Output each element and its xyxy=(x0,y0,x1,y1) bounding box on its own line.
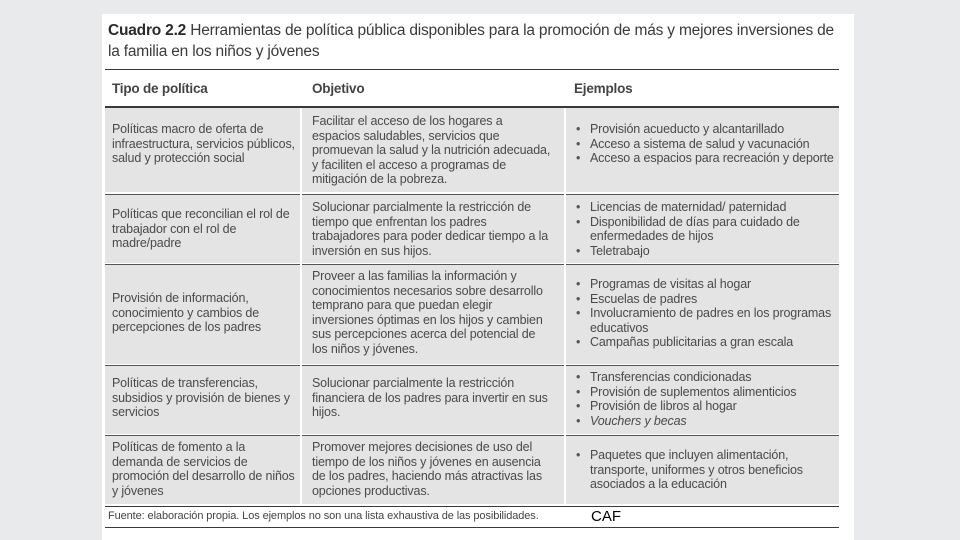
list-item: • Acceso a sistema de salud y vacunación xyxy=(574,137,836,152)
row-1-ejemplos xyxy=(574,122,836,166)
list-item: • Campañas publicitarias a gran escala xyxy=(574,335,836,350)
row-1-tipo: Políticas macro de oferta de infraestructura, servicios públicos, salud y protección social xyxy=(112,122,295,165)
list-item: • Provisión de suplementos alimenticios xyxy=(574,385,836,400)
row-2-ejemplos xyxy=(574,200,836,258)
table-title-text: Herramientas de política pública disponibles para la promoción de más y mejores inversiones de la familia en los niños y jóvenes xyxy=(108,22,834,60)
row-3-objetivo: Proveer a las familias la información y conocimientos necesarios sobre desarrollo temprano para que puedan elegir inversiones óptimas en los hijos y cambien sus percepciones acerca del potencial de los niños y jóvenes. xyxy=(312,269,543,356)
table-title xyxy=(108,20,844,62)
row-4-ejemplos xyxy=(574,370,836,428)
table-number: Cuadro 2.2 xyxy=(108,22,187,39)
row-4-tipo: Políticas de transferencias, subsidios y provisión de bienes y servicios xyxy=(112,376,290,419)
column-gutter xyxy=(300,108,302,504)
list-item: • Paquetes que incluyen alimentación, transporte, uniformes y otros beneficios asociados a la educación xyxy=(574,448,836,492)
list-item: • Escuelas de padres xyxy=(574,292,836,307)
bottom-rule xyxy=(105,506,839,507)
list-item: • Licencias de maternidad/ paternidad xyxy=(574,200,836,215)
top-rule xyxy=(105,69,839,70)
source-note: Fuente: elaboración propia. Los ejemplos no son una lista exhaustiva de las posibilidades. xyxy=(108,510,539,522)
header-objetivo: Objetivo xyxy=(312,81,365,96)
list-item: • Vouchers y becas xyxy=(574,414,836,429)
footer-rule xyxy=(105,527,839,528)
row-5-ejemplos xyxy=(574,448,836,492)
list-item: • Provisión de libros al hogar xyxy=(574,399,836,414)
list-item: • Programas de visitas al hogar xyxy=(574,277,836,292)
list-item: • Involucramiento de padres en los programas educativos xyxy=(574,306,836,335)
caf-label: CAF xyxy=(591,508,621,525)
column-gutter xyxy=(564,108,566,504)
row-1-objetivo: Facilitar el acceso de los hogares a espacios saludables, servicios que promuevan la salud y la nutrición adecuada, y faciliten el acceso a programas de mitigación de la pobreza. xyxy=(312,114,551,186)
list-item: • Acceso a espacios para recreación y deporte xyxy=(574,151,836,166)
table-document xyxy=(102,14,854,540)
list-item: • Provisión acueducto y alcantarillado xyxy=(574,122,836,137)
list-item: • Transferencias condicionadas xyxy=(574,370,836,385)
header-tipo: Tipo de política xyxy=(112,81,208,96)
row-2-tipo: Políticas que reconcilian el rol de trabajador con el rol de madre/padre xyxy=(112,207,290,250)
list-item: • Teletrabajo xyxy=(574,244,836,259)
row-3-ejemplos xyxy=(574,277,836,350)
row-4-objetivo: Solucionar parcialmente la restricción financiera de los padres para invertir en sus hijos. xyxy=(312,376,548,419)
row-3-tipo: Provisión de información, conocimiento y cambios de percepciones de los padres xyxy=(112,291,261,334)
header-ejemplos: Ejemplos xyxy=(574,81,633,96)
row-2-objetivo: Solucionar parcialmente la restricción de tiempo que enfrentan los padres trabajadores para poder dedicar tiempo a la inversión en sus hijos. xyxy=(312,200,549,258)
list-item: • Disponibilidad de días para cuidado de enfermedades de hijos xyxy=(574,215,836,244)
row-5-objetivo: Promover mejores decisiones de uso del tiempo de los niños y jóvenes en ausencia de los padres, haciendo más atractivas las opciones productivas. xyxy=(312,440,542,498)
row-5-tipo: Políticas de fomento a la demanda de servicios de promoción del desarrollo de niños y jóvenes xyxy=(112,440,295,498)
